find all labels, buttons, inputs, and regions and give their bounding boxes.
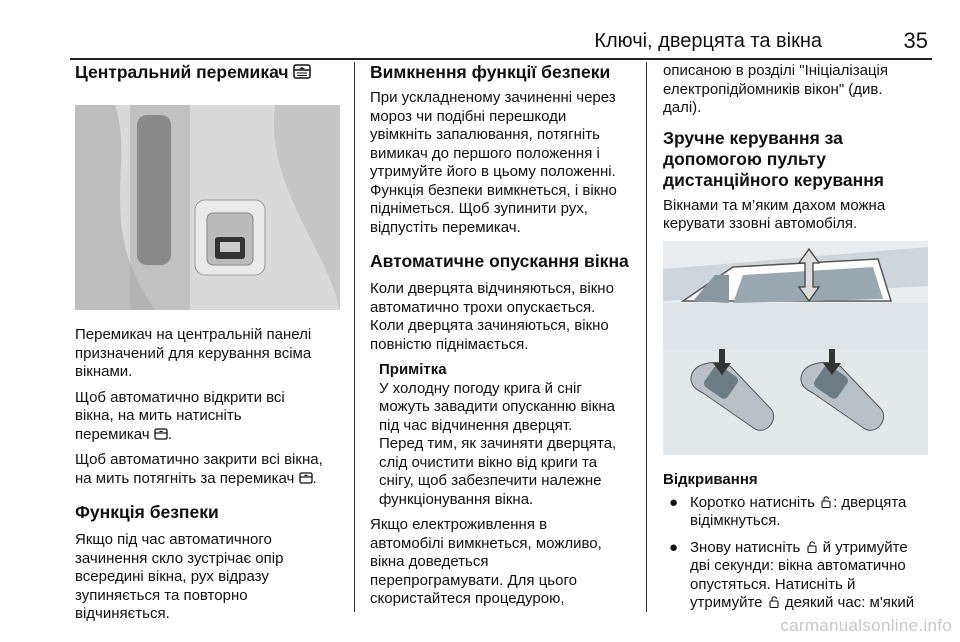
central-switch-photo <box>75 105 340 310</box>
paragraph: Коли дверцята відчиняються, вікно автоматично трохи опускається. Коли дверцята зачиняються, вікно повністю піднімається. <box>370 280 614 353</box>
note-text: У холодну погоду крига й сніг можуть завадити опусканню вікна під час відчинення дверцят. Перед тим, як зачиняти дверцята, слід очистити вікно від криги та снігу, щоб забезпечити належне функціонування вікна. <box>379 379 617 508</box>
unlock-icon <box>805 541 819 553</box>
text: : дверцята відімкнуться. <box>690 493 907 529</box>
list-item <box>663 494 933 531</box>
heading-disable-safety: Вимкнення функції безпеки <box>370 62 611 82</box>
remote-window-illustration <box>663 241 928 455</box>
column-2 <box>370 62 632 642</box>
text: Щоб автоматично закрити всі вікна, на мить потягніть за перемикач <box>75 451 323 487</box>
unlock-icon <box>767 596 781 608</box>
console-illustration <box>75 105 340 310</box>
heading-central-switch <box>75 62 347 83</box>
window-switch-icon <box>293 64 311 79</box>
bullet: ● <box>669 538 679 556</box>
text: . <box>312 469 317 487</box>
text: й утримуйте дві секунди: вікна автоматично опустяться. Натисніть й утримуйте <box>690 538 908 611</box>
header-title: Ключі, дверцята та вікна <box>594 30 822 52</box>
text: Коротко натисніть <box>690 493 820 511</box>
paragraph: Вікнами та м’яким дахом можна керувати ззовні автомобіля. <box>663 196 886 232</box>
bullet: ● <box>669 493 679 511</box>
heading-remote-control: Зручне керування за допомогою пульту дистанційного керування <box>663 127 885 190</box>
column-1 <box>75 62 347 642</box>
page-number: 35 <box>903 28 928 53</box>
heading-safety-function: Функція безпеки <box>75 502 219 522</box>
watermark: carmanualsonline.info <box>780 616 952 635</box>
column-divider <box>354 62 355 612</box>
text: Щоб автоматично відкрити всі вікна, на мить натисніть перемикач <box>75 388 285 443</box>
opening-steps-list <box>663 494 933 613</box>
page-header <box>70 18 932 60</box>
list-item <box>663 539 933 613</box>
car-window-remote-drawing <box>663 241 928 455</box>
window-switch-icon <box>299 472 313 484</box>
paragraph: Якщо електроживлення в автомобілі вимкнеться, можливо, вікна доведеться перепрограмувати. Для цього скористайтеся процедурою, <box>370 516 602 607</box>
heading-opening: Відкривання <box>663 470 758 488</box>
column-divider <box>646 62 647 612</box>
paragraph: Перемикач на центральній панелі призначений для керування всіма вікнами. <box>75 326 312 380</box>
text: деякий час: м'який <box>780 594 915 611</box>
note-title: Примітка <box>379 361 447 378</box>
paragraph: При ускладненому зачиненні через мороз чи подібні перешкоди увімкніть запалювання, потягніть вимикач до першого положення і утримуйте його в цьому положенні. Функція безпеки вимкнеться, і вікно підніметься. Щоб зупинити рух, відпустіть перемикач. <box>370 89 617 236</box>
window-switch-icon <box>154 428 168 440</box>
paragraph: описаною в розділі "Ініціалізація електропідйомників вікон" (див. далі). <box>663 62 888 116</box>
heading-auto-lowering: Автоматичне опускання вікна <box>370 251 629 271</box>
note-block <box>379 361 632 509</box>
unlock-icon <box>819 496 833 508</box>
paragraph: Якщо під час автоматичного зачинення скло зустрічає опір всередині вікна, рух відразу зупиняється та повторно відчиняється. <box>75 531 284 622</box>
paragraph-open-all <box>75 389 347 445</box>
text: . <box>167 425 172 443</box>
column-3 <box>663 62 933 642</box>
heading-text: Центральний перемикач <box>75 62 289 82</box>
text: Знову натисніть <box>690 538 805 556</box>
paragraph-close-all <box>75 451 347 488</box>
